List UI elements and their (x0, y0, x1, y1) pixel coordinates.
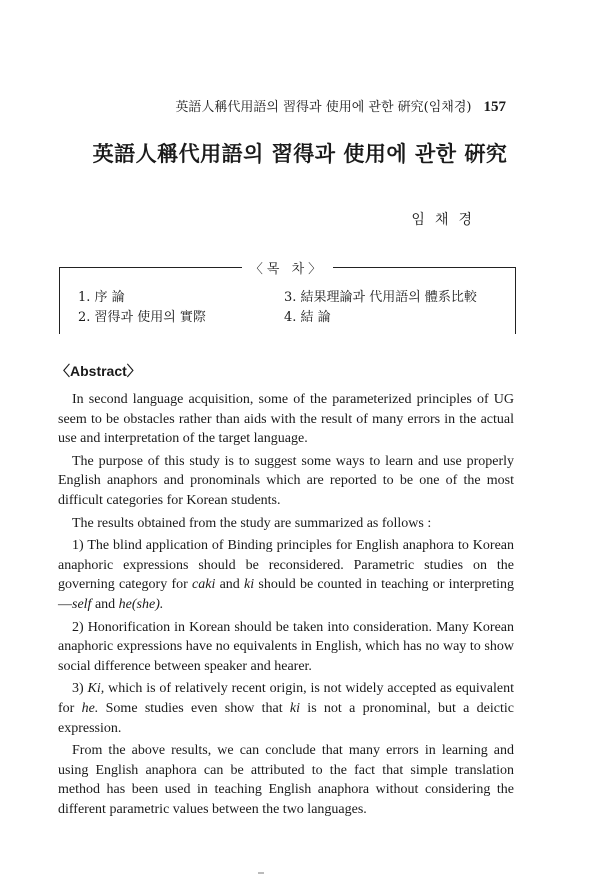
text-run: which is of relatively recent origin, is not widely accepted as equivalent for (58, 681, 514, 716)
table-of-contents (59, 262, 516, 334)
toc-item-4: 4. 結 論 (284, 310, 331, 325)
italic-term: caki (192, 577, 216, 593)
toc-heading: 〈목 차〉 (242, 262, 333, 277)
text-run: 1) The blind application of Binding principles for English anaphora to Korean anaphoric expressions should be reconsidered. Parametric studies on the governing category for (58, 538, 514, 593)
toc-item-3: 3. 結果理論과 代用語의 體系比較 (284, 290, 477, 305)
page-title: 英語人稱代用語의 習得과 使用에 관한 硏究 (92, 141, 508, 166)
abstract-paragraph (58, 679, 514, 738)
italic-term: he(she). (118, 596, 164, 612)
page-number: 157 (483, 99, 506, 115)
abstract-paragraph: The purpose of this study is to suggest some ways to learn and use properly English anaphors and pronominals which are reported to be one of the most difficult categories for Korean students. (58, 453, 514, 508)
italic-term: he. (81, 700, 99, 716)
abstract-body (58, 390, 514, 822)
text-run: Some studies even show that (98, 700, 290, 716)
abstract-paragraph: From the above results, we can conclude that many errors in learning and using English anaphora can be attributed to the fact that simple translation method has been used in teaching English anaphora without considering the different parametric values between the two languages. (58, 743, 514, 817)
author-name: 임채경 (411, 212, 482, 228)
abstract-paragraph: The results obtained from the study are summarized as follows : (72, 515, 432, 531)
abstract-paragraph: In second language acquisition, some of the parameterized principles of UG seem to be obstacles rather than aids with the result of many errors in the actual use and interpretation of the target language. (58, 392, 514, 447)
toc-item-1: 1. 序 論 (78, 290, 125, 305)
italic-term: ki (289, 700, 300, 716)
running-head (175, 96, 506, 116)
text-run: should be counted in teaching or interpreting— (58, 577, 514, 612)
italic-term: self (72, 596, 92, 612)
text-run: and (215, 577, 245, 593)
running-head-text: 英語人稱代用語의 習得과 使用에 관한 硏究(임채경) (175, 100, 472, 115)
toc-item-2: 2. 習得과 使用의 實際 (78, 310, 206, 325)
scan-speck (258, 872, 264, 874)
text-run: is not a pronominal, but a deictic expression. (58, 700, 514, 736)
text-run: 3) (72, 681, 88, 697)
abstract-paragraph: 2) Honorification in Korean should be taken into consideration. Many Korean anaphoric expressions have no equivalents in English, which has no way to show social difference between speaker and hearer. (58, 619, 514, 674)
italic-term: ki (244, 577, 255, 593)
toc-heading-wrap (60, 258, 515, 277)
abstract-paragraph (58, 536, 514, 614)
italic-term: Ki, (87, 681, 105, 697)
abstract-heading: 〈Abstract〉 (56, 363, 141, 379)
text-run: and (91, 596, 119, 612)
